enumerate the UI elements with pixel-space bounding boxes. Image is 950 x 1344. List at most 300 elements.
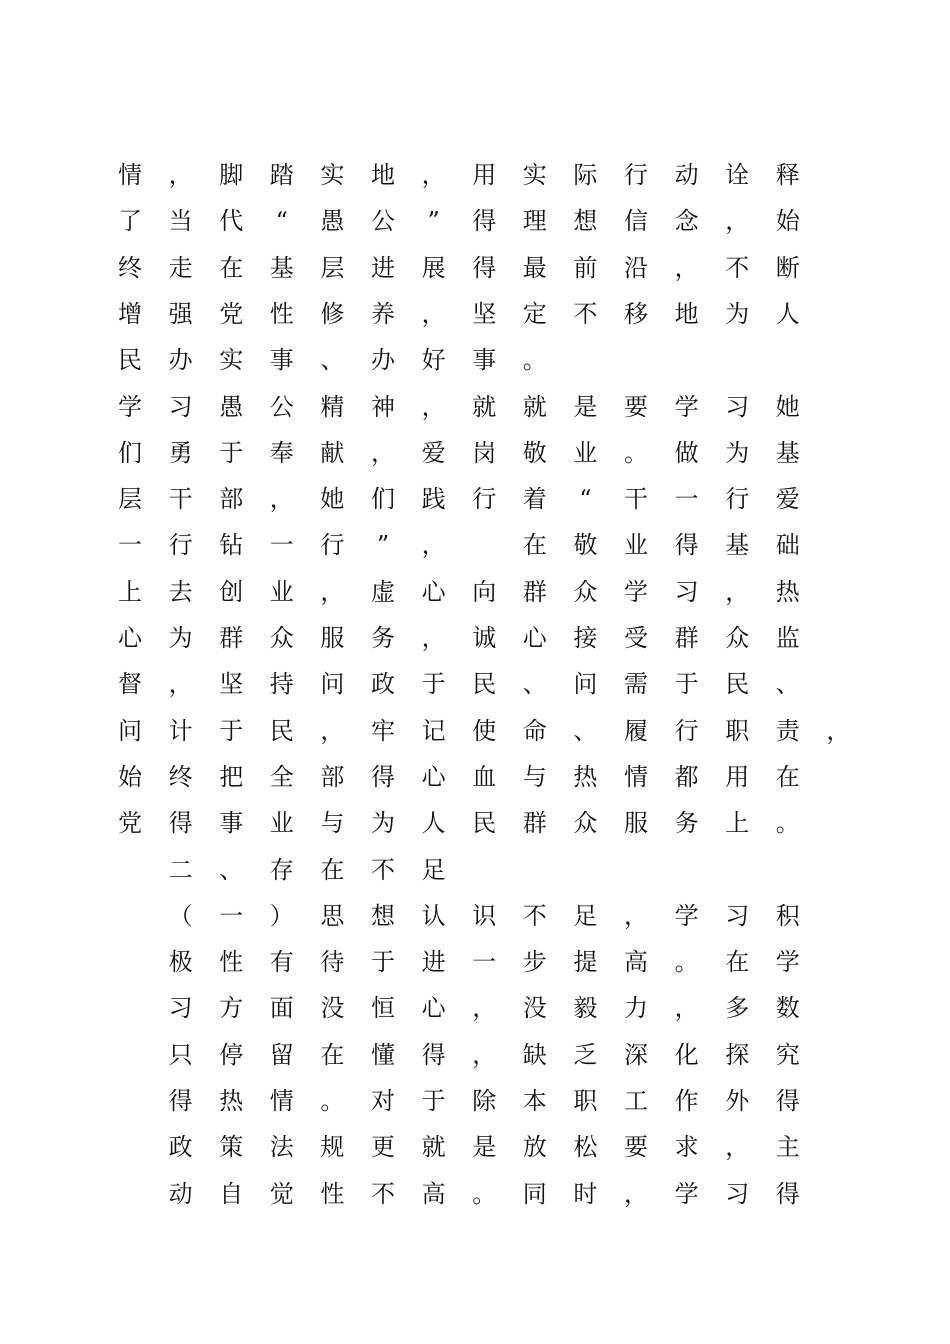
glyph: 坚 — [219, 670, 244, 699]
glyph: 职 — [573, 1087, 598, 1115]
glyph: 深 — [624, 1040, 648, 1069]
text-line — [0, 618, 950, 658]
text-line — [0, 1127, 950, 1167]
glyph: 究 — [775, 1040, 800, 1069]
glyph: 习 — [725, 392, 750, 421]
glyph: 行 — [472, 485, 497, 514]
glyph: 敬 — [573, 531, 598, 560]
glyph: 心 — [421, 762, 446, 791]
glyph: ， — [674, 994, 699, 1023]
glyph: ， — [421, 531, 446, 560]
glyph: 。 — [522, 346, 547, 375]
glyph: 服 — [624, 809, 648, 838]
glyph: 牢 — [371, 716, 395, 745]
glyph — [110, 988, 150, 1028]
glyph: 为 — [725, 438, 750, 467]
glyph: 一 — [472, 948, 497, 977]
glyph: 上 — [725, 809, 750, 838]
glyph: 外 — [725, 1087, 750, 1115]
glyph: 实 — [320, 161, 345, 189]
glyph: （ — [168, 901, 193, 930]
glyph: 就 — [522, 392, 547, 421]
glyph: 愚 — [219, 392, 244, 421]
glyph: 群 — [674, 624, 699, 652]
glyph: 动 — [168, 1179, 193, 1208]
glyph: 使 — [472, 716, 497, 745]
glyph: 当 — [168, 207, 193, 236]
glyph: 奉 — [269, 438, 294, 467]
glyph: 问 — [320, 670, 345, 699]
glyph: 是 — [573, 392, 598, 421]
glyph: 前 — [573, 253, 598, 282]
glyph: 足 — [421, 855, 446, 884]
glyph: 得 — [775, 1087, 800, 1115]
glyph: 务 — [674, 809, 699, 838]
glyph: 层 — [320, 253, 345, 282]
glyph: 性 — [219, 948, 244, 977]
glyph: 主 — [775, 1133, 800, 1162]
glyph: 在 — [522, 531, 547, 560]
glyph: 众 — [269, 624, 294, 652]
glyph: 神 — [371, 392, 395, 421]
glyph: 上 — [118, 577, 142, 606]
text-line — [0, 1174, 950, 1214]
glyph: 得 — [371, 762, 395, 791]
glyph: 不 — [371, 855, 395, 884]
glyph: 于 — [219, 438, 244, 467]
glyph: 于 — [219, 716, 244, 745]
glyph: 监 — [775, 624, 800, 652]
glyph — [110, 942, 150, 982]
text-line — [0, 803, 950, 843]
glyph: ， — [168, 161, 193, 189]
glyph: 性 — [269, 299, 294, 328]
glyph: 力 — [624, 994, 648, 1023]
glyph: 职 — [725, 716, 750, 745]
glyph: 二 — [168, 855, 193, 884]
glyph: 积 — [775, 901, 800, 930]
glyph: 习 — [674, 577, 699, 606]
glyph: 与 — [320, 809, 345, 838]
glyph: 心 — [421, 994, 446, 1023]
glyph: 工 — [624, 1087, 648, 1115]
glyph: 觉 — [269, 1179, 294, 1208]
glyph: 。 — [624, 438, 648, 467]
glyph — [110, 850, 150, 890]
glyph: 学 — [624, 577, 648, 606]
glyph: 得 — [674, 531, 699, 560]
text-line — [0, 1035, 950, 1075]
glyph: 热 — [775, 577, 800, 606]
glyph: 一 — [674, 485, 699, 514]
glyph: 认 — [421, 901, 446, 930]
glyph: 断 — [775, 253, 800, 282]
glyph: ， — [826, 716, 851, 745]
glyph: ， — [725, 577, 750, 606]
glyph: ， — [269, 485, 294, 514]
glyph: 计 — [168, 716, 193, 745]
glyph: 学 — [674, 1179, 699, 1208]
glyph: 极 — [168, 948, 193, 977]
glyph: 勇 — [168, 438, 193, 467]
glyph: 有 — [269, 948, 294, 977]
glyph: 释 — [775, 161, 800, 189]
glyph: 愚 — [320, 207, 345, 236]
glyph: 终 — [168, 762, 193, 791]
glyph: 们 — [371, 485, 395, 514]
glyph: 识 — [472, 901, 497, 930]
glyph: ” — [376, 531, 390, 560]
glyph: 受 — [624, 624, 648, 652]
glyph: 群 — [522, 809, 547, 838]
glyph: 群 — [219, 624, 244, 652]
text-line — [0, 942, 950, 982]
glyph: 不 — [725, 253, 750, 282]
glyph: 作 — [674, 1087, 699, 1115]
glyph: ， — [624, 1179, 648, 1208]
glyph: 缺 — [522, 1040, 547, 1069]
glyph: 对 — [371, 1087, 395, 1115]
glyph: 更 — [371, 1133, 395, 1162]
glyph: 得 — [421, 1040, 446, 1069]
glyph: 得 — [168, 809, 193, 838]
text-line — [0, 988, 950, 1028]
glyph: 沿 — [624, 253, 648, 282]
glyph: 履 — [624, 716, 648, 745]
glyph: 不 — [522, 901, 547, 930]
text-line — [0, 525, 950, 565]
text-line — [0, 248, 950, 288]
text-line — [0, 757, 950, 797]
glyph: 代 — [219, 207, 244, 236]
glyph: 、 — [573, 716, 598, 745]
glyph: 踏 — [269, 161, 294, 189]
glyph: 部 — [219, 485, 244, 514]
glyph: 步 — [522, 948, 547, 977]
text-line — [0, 896, 950, 936]
glyph: 人 — [775, 299, 800, 328]
glyph: 地 — [674, 299, 699, 328]
glyph: 懂 — [371, 1040, 395, 1069]
glyph: 虚 — [371, 577, 395, 606]
glyph: 方 — [219, 994, 244, 1023]
text-line — [0, 387, 950, 427]
glyph — [110, 1081, 150, 1121]
glyph: 得 — [775, 1179, 800, 1208]
glyph: 学 — [775, 948, 800, 977]
glyph: 不 — [371, 1179, 395, 1208]
glyph: 层 — [118, 485, 142, 514]
glyph: 公 — [371, 207, 395, 236]
glyph: 想 — [371, 901, 395, 930]
glyph — [110, 1127, 150, 1167]
glyph: 与 — [522, 762, 547, 791]
glyph: 了 — [118, 207, 142, 236]
glyph: 一 — [269, 531, 294, 560]
glyph: 学 — [674, 392, 699, 421]
glyph: 时 — [573, 1179, 598, 1208]
glyph: ， — [421, 392, 446, 421]
glyph: 在 — [320, 855, 345, 884]
glyph: 基 — [725, 531, 750, 560]
glyph: 化 — [674, 1040, 699, 1069]
section-heading — [0, 850, 950, 890]
glyph: 法 — [269, 1133, 294, 1162]
glyph: 多 — [725, 994, 750, 1023]
glyph: 除 — [472, 1087, 497, 1115]
glyph: ， — [725, 1133, 750, 1162]
glyph: 。 — [472, 1179, 497, 1208]
glyph: ， — [472, 994, 497, 1023]
glyph: 数 — [775, 994, 800, 1023]
glyph: 待 — [320, 948, 345, 977]
glyph: 行 — [725, 485, 750, 514]
glyph: 务 — [371, 624, 395, 652]
glyph: 移 — [624, 299, 648, 328]
glyph: 停 — [219, 1040, 244, 1069]
glyph: 基 — [775, 438, 800, 467]
glyph: 血 — [472, 762, 497, 791]
glyph: 习 — [168, 392, 193, 421]
glyph: 。 — [674, 948, 699, 977]
glyph: 强 — [168, 299, 193, 328]
glyph: 没 — [320, 994, 345, 1023]
glyph: ） — [269, 901, 294, 930]
text-line — [0, 664, 950, 704]
glyph: 定 — [522, 299, 547, 328]
glyph: 终 — [118, 253, 142, 282]
glyph: 为 — [371, 809, 395, 838]
glyph: 增 — [118, 299, 142, 328]
glyph: ， — [421, 161, 446, 189]
glyph: 心 — [522, 624, 547, 652]
glyph: 在 — [320, 1040, 345, 1069]
glyph: 于 — [421, 1087, 446, 1115]
glyph: 要 — [624, 392, 648, 421]
glyph: 热 — [573, 762, 598, 791]
glyph: ， — [168, 670, 193, 699]
glyph: 走 — [168, 253, 193, 282]
glyph: ， — [472, 1040, 497, 1069]
glyph: 干 — [624, 485, 648, 514]
glyph: 她 — [775, 392, 800, 421]
glyph: 、 — [775, 670, 800, 699]
glyph: 情 — [624, 762, 648, 791]
glyph: 爱 — [421, 438, 446, 467]
glyph: 政 — [371, 670, 395, 699]
glyph: ， — [320, 577, 345, 606]
glyph: 行 — [320, 531, 345, 560]
glyph: 习 — [725, 1179, 750, 1208]
glyph: 理 — [522, 207, 547, 236]
glyph: 办 — [168, 346, 193, 375]
glyph: 党 — [118, 809, 142, 838]
glyph: 得 — [472, 253, 497, 282]
glyph: 业 — [624, 531, 648, 560]
glyph: 脚 — [219, 161, 244, 189]
text-line — [0, 433, 950, 473]
glyph: 动 — [674, 161, 699, 189]
glyph: 学 — [118, 392, 142, 421]
glyph: 高 — [421, 1179, 446, 1208]
text-line — [0, 201, 950, 241]
glyph: ， — [624, 901, 648, 930]
glyph: 敬 — [522, 438, 547, 467]
glyph: 基 — [269, 253, 294, 282]
glyph: 党 — [219, 299, 244, 328]
glyph: 情 — [118, 161, 142, 189]
glyph: 着 — [522, 485, 547, 514]
glyph: 于 — [371, 948, 395, 977]
glyph: 。 — [775, 809, 800, 838]
glyph: 思 — [320, 901, 345, 930]
glyph: 做 — [674, 438, 699, 467]
glyph: 爱 — [775, 485, 800, 514]
glyph: ， — [371, 438, 395, 467]
glyph: 就 — [421, 1133, 446, 1162]
glyph: 最 — [522, 253, 547, 282]
text-line — [0, 155, 950, 195]
glyph: 际 — [573, 161, 598, 189]
glyph: 用 — [725, 762, 750, 791]
glyph: 民 — [118, 346, 142, 375]
glyph: 留 — [269, 1040, 294, 1069]
glyph: 去 — [168, 577, 193, 606]
glyph: 习 — [725, 901, 750, 930]
glyph: 都 — [674, 762, 699, 791]
glyph: 精 — [320, 392, 345, 421]
glyph: 人 — [421, 809, 446, 838]
glyph: 事 — [269, 346, 294, 375]
glyph: 始 — [775, 207, 800, 236]
glyph: 足 — [573, 901, 598, 930]
glyph: 学 — [674, 901, 699, 930]
glyph: ， — [421, 624, 446, 652]
glyph: 问 — [573, 670, 598, 699]
text-line — [0, 479, 950, 519]
glyph: 民 — [269, 716, 294, 745]
glyph: ， — [320, 716, 345, 745]
glyph: 服 — [320, 624, 345, 652]
glyph: 群 — [522, 577, 547, 606]
glyph: 持 — [269, 670, 294, 699]
glyph: 是 — [472, 1133, 497, 1162]
glyph — [110, 896, 150, 936]
glyph: 面 — [269, 994, 294, 1023]
glyph: 民 — [472, 670, 497, 699]
glyph: 行 — [168, 531, 193, 560]
glyph: 信 — [624, 207, 648, 236]
glyph: 松 — [573, 1133, 598, 1162]
glyph: 养 — [371, 299, 395, 328]
glyph: 一 — [118, 531, 142, 560]
text-line — [0, 572, 950, 612]
glyph: “ — [579, 485, 592, 514]
glyph: 规 — [320, 1133, 345, 1162]
glyph: 进 — [421, 948, 446, 977]
glyph: 情 — [269, 1087, 294, 1115]
glyph: 就 — [472, 392, 497, 421]
glyph: 高 — [624, 948, 648, 977]
glyph: 于 — [421, 670, 446, 699]
glyph — [464, 525, 504, 565]
glyph: 放 — [522, 1133, 547, 1162]
glyph: 坚 — [472, 299, 497, 328]
glyph: 提 — [573, 948, 598, 977]
glyph: 民 — [472, 809, 497, 838]
glyph — [110, 1035, 150, 1075]
glyph: 要 — [624, 1133, 648, 1162]
glyph: 全 — [269, 762, 294, 791]
glyph: 行 — [674, 716, 699, 745]
glyph: 存 — [269, 855, 294, 884]
glyph: 需 — [624, 670, 648, 699]
glyph: 部 — [320, 762, 345, 791]
glyph — [110, 1174, 150, 1214]
glyph: 实 — [522, 161, 547, 189]
glyph: 命 — [522, 716, 547, 745]
glyph: 修 — [320, 299, 345, 328]
glyph: 公 — [269, 392, 294, 421]
glyph: 业 — [573, 438, 598, 467]
glyph: 众 — [725, 624, 750, 652]
glyph: 业 — [269, 809, 294, 838]
glyph: 想 — [573, 207, 598, 236]
glyph: 念 — [674, 207, 699, 236]
glyph: 诚 — [472, 624, 497, 652]
glyph: 心 — [421, 577, 446, 606]
glyph: 心 — [118, 624, 142, 652]
glyph: 础 — [775, 531, 800, 560]
glyph: 、 — [320, 346, 345, 375]
glyph: 用 — [472, 161, 497, 189]
glyph: 在 — [775, 762, 800, 791]
glyph: ， — [725, 207, 750, 236]
glyph: 探 — [725, 1040, 750, 1069]
glyph: 。 — [320, 1087, 345, 1115]
glyph: 恒 — [371, 994, 395, 1023]
glyph: 自 — [219, 1179, 244, 1208]
glyph: 策 — [219, 1133, 244, 1162]
glyph: 始 — [118, 762, 142, 791]
glyph: 向 — [472, 577, 497, 606]
glyph: 毅 — [573, 994, 598, 1023]
glyph: 在 — [219, 253, 244, 282]
glyph: 好 — [421, 346, 446, 375]
glyph: ， — [421, 299, 446, 328]
glyph: 实 — [219, 346, 244, 375]
glyph: 、 — [522, 670, 547, 699]
glyph: 、 — [219, 855, 244, 884]
glyph: 记 — [421, 716, 446, 745]
glyph: 岗 — [472, 438, 497, 467]
glyph: 不 — [573, 299, 598, 328]
glyph: 钻 — [219, 531, 244, 560]
glyph: 问 — [118, 716, 142, 745]
glyph: 在 — [725, 948, 750, 977]
text-line — [0, 711, 950, 751]
glyph: 责 — [775, 716, 800, 745]
glyph: 办 — [371, 346, 395, 375]
glyph: 众 — [573, 577, 598, 606]
glyph: 把 — [219, 762, 244, 791]
glyph: 接 — [573, 624, 598, 652]
glyph: 于 — [674, 670, 699, 699]
glyph: ” — [427, 207, 440, 236]
glyph: 同 — [522, 1179, 547, 1208]
glyph: 为 — [168, 624, 193, 652]
glyph: 乏 — [573, 1040, 598, 1069]
